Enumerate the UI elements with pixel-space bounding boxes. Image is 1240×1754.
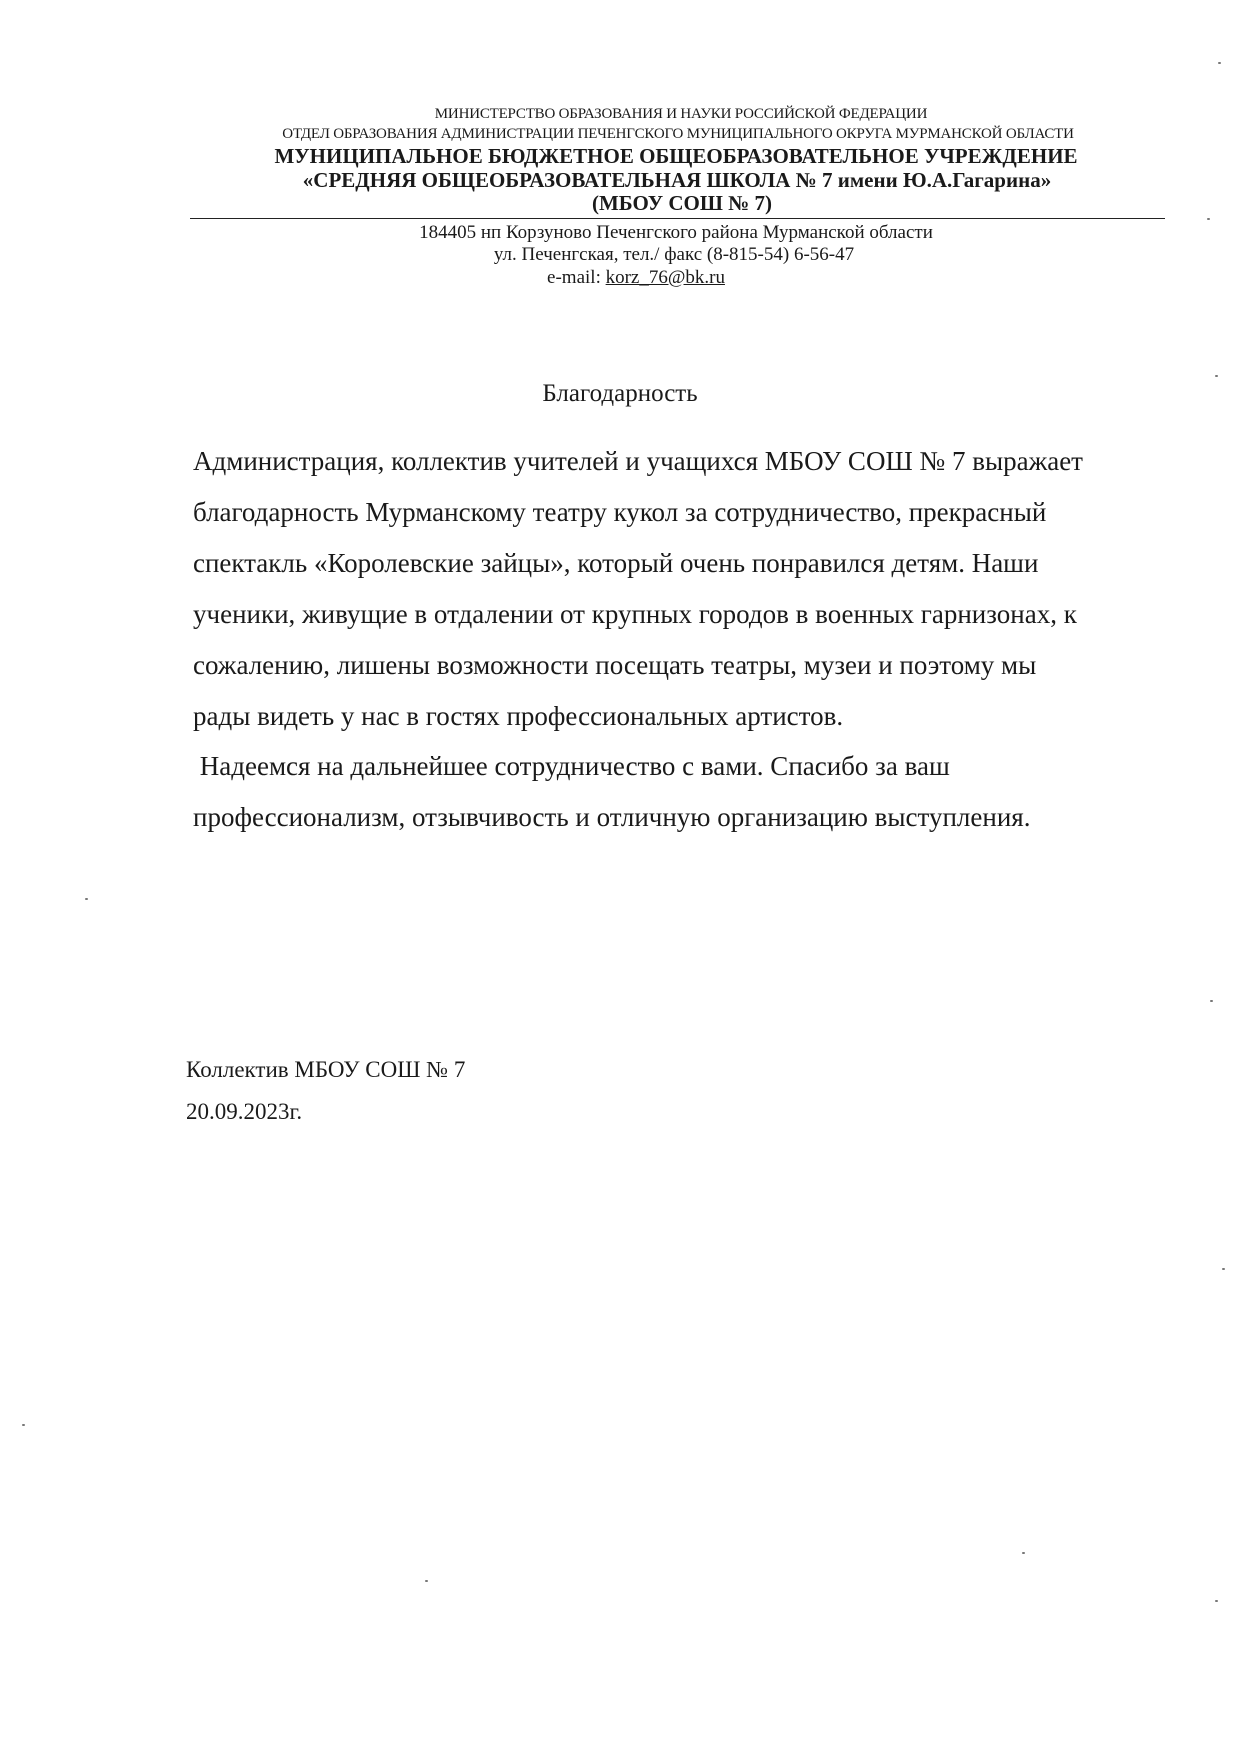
letter-title: Благодарность bbox=[542, 380, 698, 407]
body-line: Надеемся на дальнейшее сотрудничество с вами. Спасибо за ваш bbox=[193, 751, 950, 781]
email-label: e-mail: bbox=[547, 267, 606, 288]
body-line: спектакль «Королевские зайцы», который очень понравился детям. Наши bbox=[193, 548, 1039, 578]
scan-speck bbox=[425, 1580, 428, 1582]
letter-date: 20.09.2023г. bbox=[186, 1099, 303, 1124]
scan-speck bbox=[1222, 1268, 1225, 1270]
letterhead-divider bbox=[190, 218, 1165, 219]
scan-speck bbox=[85, 898, 88, 900]
body-line: ученики, живущие в отдалении от крупных городов в военных гарнизонах, к bbox=[193, 599, 1077, 629]
scan-speck bbox=[1207, 218, 1210, 220]
body-line: сожалению, лишены возможности посещать театры, музеи и поэтому мы bbox=[193, 650, 1037, 680]
school-name-line: «СРЕДНЯЯ ОБЩЕОБРАЗОВАТЕЛЬНАЯ ШКОЛА № 7 имени Ю.А.Гагарина» bbox=[302, 168, 1052, 192]
body-line: рады видеть у нас в гостях профессиональных артистов. bbox=[193, 701, 844, 731]
body-line: профессионализм, отзывчивость и отличную организацию выступления. bbox=[193, 802, 1031, 832]
address-line-1: 184405 нп Корзуново Печенгского района Мурманской области bbox=[419, 222, 933, 243]
short-name-line: (МБОУ СОШ № 7) bbox=[591, 191, 773, 215]
email-link[interactable]: korz_76@bk.ru bbox=[605, 267, 725, 288]
department-line: ОТДЕЛ ОБРАЗОВАНИЯ АДМИНИСТРАЦИИ ПЕЧЕНГСКОГО МУНИЦИПАЛЬНОГО ОКРУГА МУРМАНСКОЙ ОБЛАСТИ bbox=[282, 126, 1074, 142]
signature: Коллектив МБОУ СОШ № 7 bbox=[186, 1057, 466, 1082]
ministry-line: МИНИСТЕРСТВО ОБРАЗОВАНИЯ И НАУКИ РОССИЙСКОЙ ФЕДЕРАЦИИ bbox=[434, 106, 928, 122]
scan-speck bbox=[22, 1424, 25, 1426]
address-line-2: ул. Печенгская, тел./ факс (8-815-54) 6-56-47 bbox=[493, 244, 855, 265]
body-line: Администрация, коллектив учителей и учащихся МБОУ СОШ № 7 выражает bbox=[193, 446, 1083, 476]
scan-speck bbox=[1215, 1600, 1218, 1602]
scan-speck bbox=[1210, 1000, 1213, 1002]
scan-speck bbox=[1215, 375, 1218, 377]
email-line bbox=[547, 268, 725, 287]
body-line: благодарность Мурманскому театру кукол за сотрудничество, прекрасный bbox=[193, 497, 1047, 527]
scan-speck bbox=[1022, 1552, 1025, 1554]
institution-line: МУНИЦИПАЛЬНОЕ БЮДЖЕТНОЕ ОБЩЕОБРАЗОВАТЕЛЬНОЕ УЧРЕЖДЕНИЕ bbox=[274, 144, 1078, 168]
scan-speck bbox=[1218, 62, 1221, 64]
